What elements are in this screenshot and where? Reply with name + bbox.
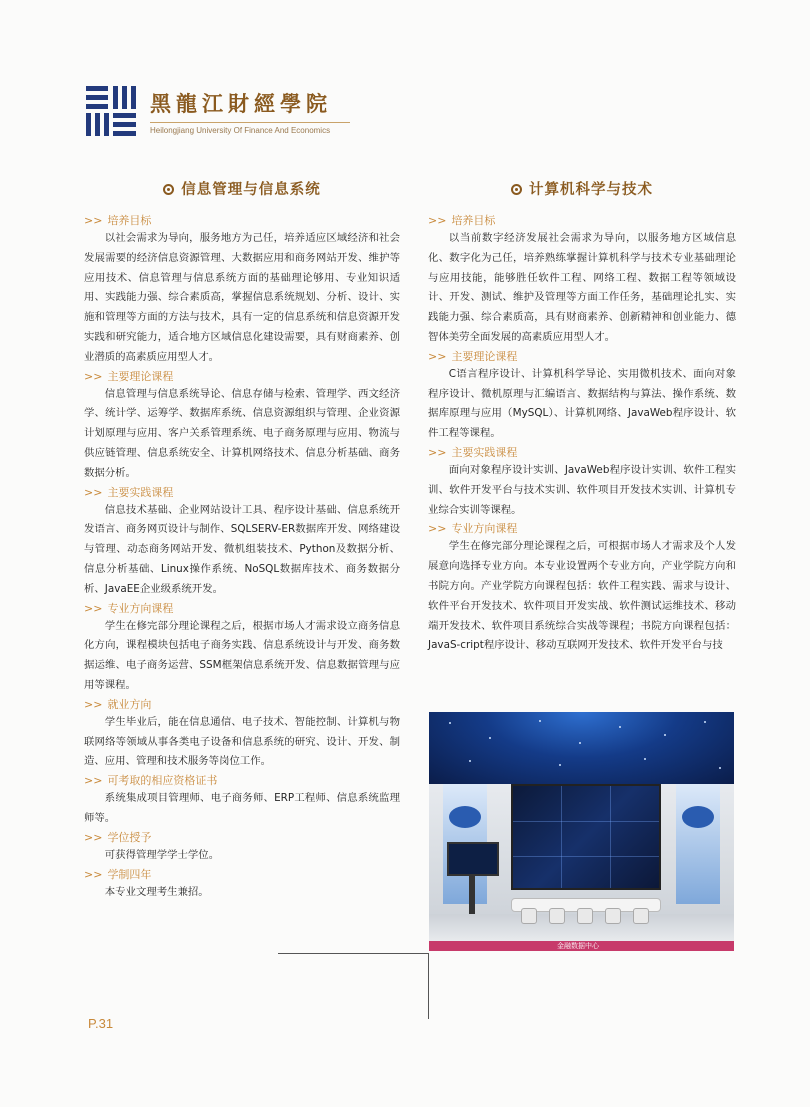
page-number: P.31 xyxy=(88,1016,114,1031)
school-logo-icon xyxy=(86,86,136,136)
double-chevron-icon: >> xyxy=(84,369,103,383)
section xyxy=(84,829,400,866)
section-heading: >> 主要理论课程 xyxy=(84,369,174,383)
left-column xyxy=(84,178,400,902)
section-heading: >> 可考取的相应资格证书 xyxy=(84,774,218,788)
double-chevron-icon: >> xyxy=(84,485,103,499)
section xyxy=(428,520,736,656)
section-body: 本专业文理考生兼招。 xyxy=(104,885,209,898)
section-body: 系统集成项目管理师、电子商务师、ERP工程师、信息系统监理师等。 xyxy=(84,792,400,824)
section-heading: >> 主要实践课程 xyxy=(428,445,518,459)
section xyxy=(84,772,400,829)
bullet-ring-icon xyxy=(511,184,522,195)
section xyxy=(84,866,400,903)
section-body: 可获得管理学学士学位。 xyxy=(104,848,220,861)
section-body: 以当前数字经济发展社会需求为导向，以服务地方区域信息化、数字化为己任，培养熟练掌握计算机科学与技术专业基础理论与应用技能，能够胜任软件工程、网络工程、数据工程等领域设计、开发、测试、维护及管理等方面工作任务，基础理论扎实、实践能力强、综合素质高，具有财商素养、创新精神和创业能力、德智体美劳全面发展的高素质应用型人才。 xyxy=(428,232,736,343)
section-heading: >> 主要理论课程 xyxy=(428,349,518,363)
right-column xyxy=(428,178,736,656)
section xyxy=(84,484,400,600)
section-heading: >> 学制四年 xyxy=(84,867,152,881)
photo-caption: 金融数据中心 xyxy=(557,942,599,950)
section-body: 信息管理与信息系统导论、信息存储与检索、管理学、西文经济学、统计学、运筹学、数据库系统、信息资源组织与管理、企业资源计划原理与应用、客户关系管理系统、电子商务原理与应用、物流与供应链管理、信息系统安全、计算机网络技术、信息分析基础、商务数据分析。 xyxy=(84,387,400,479)
bullet-ring-icon xyxy=(163,184,174,195)
double-chevron-icon: >> xyxy=(84,774,103,788)
section-heading: >> 就业方向 xyxy=(84,697,152,711)
school-name-cn: 黑龍江財經學院 xyxy=(150,91,332,116)
double-chevron-icon: >> xyxy=(84,214,103,227)
section-body: C语言程序设计、计算机科学导论、实用微机技术、面向对象程序设计、微机原理与汇编语言、数据结构与算法、操作系统、数据库原理与应用（MySQL）、计算机网络、JavaWeb程序设计、软件工程等课程。 xyxy=(428,367,736,440)
data-center-photo xyxy=(429,712,734,951)
section xyxy=(84,600,400,696)
section xyxy=(428,212,736,348)
header xyxy=(86,86,350,136)
section xyxy=(84,368,400,484)
section-heading: >> 主要实践课程 xyxy=(84,485,174,499)
section-heading: >> 专业方向课程 xyxy=(428,522,518,536)
double-chevron-icon: >> xyxy=(84,697,103,711)
section-heading: >> 培养目标 xyxy=(428,214,496,227)
video-wall-screen xyxy=(511,784,661,890)
column-title: 信息管理与信息系统 xyxy=(84,178,400,199)
double-chevron-icon: >> xyxy=(428,214,447,227)
section-heading: >> 培养目标 xyxy=(84,214,152,227)
display-monitor xyxy=(447,842,499,876)
double-chevron-icon: >> xyxy=(428,522,447,536)
double-chevron-icon: >> xyxy=(84,601,103,615)
double-chevron-icon: >> xyxy=(84,830,103,844)
section-body: 学生在修完部分理论课程之后，可根据市场人才需求及个人发展意向选择专业方向。本专业设置两个专业方向，产业学院方向和书院方向。产业学院方向课程包括：软件工程实践、需求与设计、软件平台开发技术、软件项目开发实战、软件测试运维技术、移动端开发技术、软件项目系统综合实战等课程；书院方向课程包括：JavaS-cript程序设计、移动互联网开发技术、软件开发平台与技 xyxy=(428,540,736,652)
school-name-en: Heilongjiang University Of Finance And Economics xyxy=(150,122,350,135)
section xyxy=(84,212,400,368)
starry-ceiling xyxy=(429,712,734,784)
double-chevron-icon: >> xyxy=(428,445,447,459)
column-title: 计算机科学与技术 xyxy=(428,178,736,199)
section-body: 学生在修完部分理论课程之后，根据市场人才需求设立商务信息化方向，课程模块包括电子商务实践、信息系统设计与开发、商务数据运维、电子商务运营、SSM框架信息系统开发、信息数据管理与应用等课程。 xyxy=(84,619,400,691)
section-heading: >> 学位授予 xyxy=(84,830,152,844)
section-body: 以社会需求为导向，服务地方为己任，培养适应区域经济和社会发展需要的经济信息资源管理、大数据应用和商务网站开发、维护等应用技术、信息管理与信息系统方面的基础理论够用、专业知识适用、实践能力强、综合素质高，掌握信息系统规划、分析、设计、实施和管理等方面的方法与技术，具有一定的信息系统和信息资源开发实践和研究能力，适合地方区域信息化建设需要，具有财商素养、创业潜质的高素质应用型人才。 xyxy=(84,232,400,363)
divider-line xyxy=(278,953,429,954)
double-chevron-icon: >> xyxy=(428,349,447,363)
section-heading: >> 专业方向课程 xyxy=(84,601,174,615)
banner-right xyxy=(676,784,720,904)
section-body: 信息技术基础、企业网站设计工具、程序设计基础、信息系统开发语言、商务网页设计与制作、SQLSERV-ER数据库开发、网络建设与管理、动态商务网站开发、微机组装技术、Python及数据分析、信息分析基础、Linux操作系统、NoSQL数据库技术、商务数据分析、JavaEE企业级系统开发。 xyxy=(84,503,400,595)
section xyxy=(84,696,400,772)
section-body: 学生毕业后，能在信息通信、电子技术、智能控制、计算机与物联网络等领域从事各类电子设备和信息系统的研究、设计、开发、制造、应用、管理和技术服务等岗位工作。 xyxy=(84,715,400,768)
double-chevron-icon: >> xyxy=(84,867,103,881)
divider-line xyxy=(428,953,429,1019)
section-body: 面向对象程序设计实训、JavaWeb程序设计实训、软件工程实训、软件开发平台与技术实训、软件项目开发技术实训、计算机专业综合实训等课程。 xyxy=(428,463,736,516)
section xyxy=(428,348,736,444)
section xyxy=(428,444,736,520)
